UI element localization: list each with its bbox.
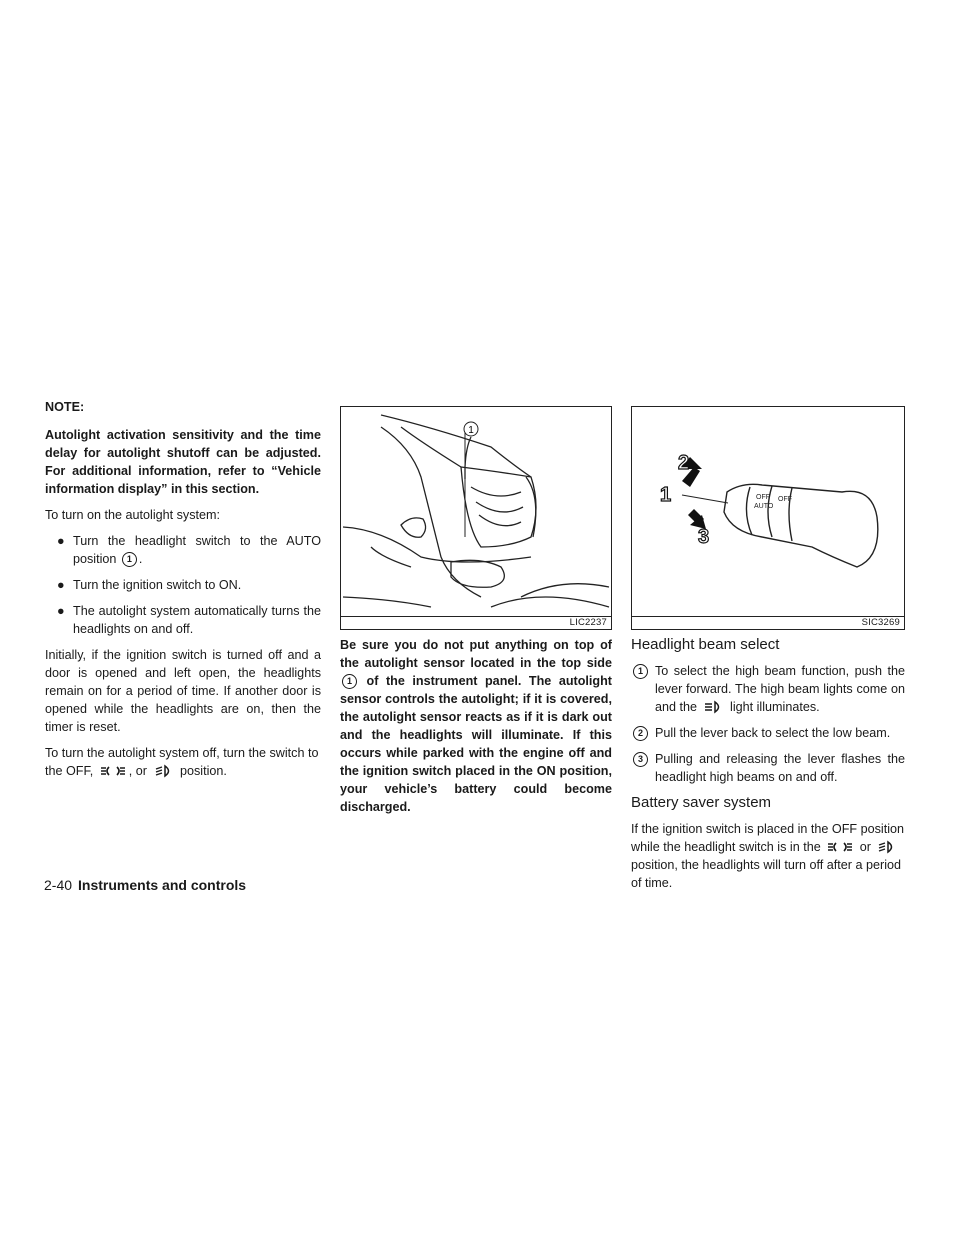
off-text-c: position.	[180, 764, 227, 778]
bullet-icon: ●	[57, 534, 65, 548]
list-item	[631, 750, 905, 786]
note-heading: NOTE:	[45, 400, 85, 414]
figure-code: SIC3269	[632, 616, 904, 629]
figure-autolight-sensor	[340, 406, 612, 630]
list-item	[45, 576, 321, 594]
off-text-b: , or	[128, 764, 147, 778]
left-column	[45, 398, 321, 788]
intro-text: To turn on the autolight system:	[45, 508, 221, 522]
note-body: Autolight activation sensitivity and the time delay for autolight shutoff can be adjusted. For additional information, refer to “Vehicle information display” in this section.	[45, 428, 321, 496]
section-title: Instruments and controls	[78, 877, 247, 893]
list-item	[631, 662, 905, 716]
list-item	[45, 602, 321, 638]
warning-text-b: of the instrument panel. The autolight sensor controls the autolight; if it is covered, the autolight sensor reacts as if it is dark out and the headlights will illuminate. If this occurs while parked with the engine off and the ignition switch placed in the ON position, your vehicle’s battery could become discharged.	[340, 674, 613, 814]
callout-1: 1	[660, 484, 672, 506]
step-text: Pull the lever back to select the low beam.	[655, 726, 891, 740]
beam-steps	[631, 662, 905, 786]
switch-label-auto: AUTO	[754, 503, 774, 510]
figure-headlight-lever	[631, 406, 905, 630]
list-item	[631, 724, 905, 742]
bullet-icon: ●	[57, 604, 65, 618]
section-heading-beam: Headlight beam select	[631, 636, 780, 653]
step-text: To select the high beam function, push the lever forward. The high beam lights come on and the	[655, 664, 905, 714]
step-text-b: light illuminates.	[730, 700, 820, 714]
callout-2: 2	[678, 452, 690, 474]
step-text: Turn the headlight switch to the AUTO position	[73, 534, 321, 566]
off-text-a: To turn the autolight system off, turn the switch to the OFF,	[45, 746, 319, 778]
battery-paragraph	[631, 820, 905, 892]
list-item: ● Turn the headlight switch to the AUTO position 1 .	[57, 534, 321, 566]
switch-label-off-2: OFF	[778, 496, 792, 503]
step-number: 1	[633, 664, 648, 679]
bullet-icon: ●	[57, 578, 65, 592]
off-paragraph	[45, 744, 321, 780]
section-heading-battery: Battery saver system	[631, 794, 772, 811]
callout-3: 3	[698, 526, 710, 548]
battery-text-c: position, the headlights will turn off after a period of time.	[631, 858, 901, 890]
step-text: Pulling and releasing the lever flashes the headlight high beams on and off.	[655, 752, 905, 784]
headlight-icon	[154, 764, 174, 778]
parking-light-icon	[100, 764, 126, 778]
sensor-warning	[340, 636, 612, 816]
timer-paragraph: Initially, if the ignition switch is turned off and a door is opened and left open, the headlights remain on for a period of time. If another door is opened while the headlights are on, then the timer is reset.	[45, 648, 321, 734]
step-number: 2	[633, 726, 648, 741]
battery-text-b: or	[859, 840, 871, 854]
page-footer	[44, 877, 246, 893]
lever-illustration	[632, 407, 904, 615]
parking-light-icon	[827, 840, 853, 854]
step-text: Turn the ignition switch to ON.	[73, 578, 242, 592]
callout-badge: 1	[342, 674, 357, 689]
page-number: 2-40	[44, 877, 73, 893]
headlight-icon	[877, 840, 897, 854]
step-number: 3	[633, 752, 648, 767]
dashboard-illustration	[341, 407, 611, 615]
right-column	[631, 406, 905, 900]
callout-badge: 1	[122, 552, 137, 567]
autolight-steps	[45, 532, 321, 638]
middle-column	[340, 406, 612, 824]
figure-code: LIC2237	[341, 616, 611, 629]
switch-label-off: OFF	[756, 494, 770, 501]
battery-text-a: If the ignition switch is placed in the OFF position while the headlight switch is in the	[631, 822, 904, 854]
figure-callout: 1	[468, 425, 474, 436]
high-beam-icon	[704, 700, 724, 714]
step-text: The autolight system automatically turns the headlights on and off.	[73, 604, 321, 636]
warning-text-a: Be sure you do not put anything on top of the autolight sensor located in the top side	[340, 638, 612, 670]
